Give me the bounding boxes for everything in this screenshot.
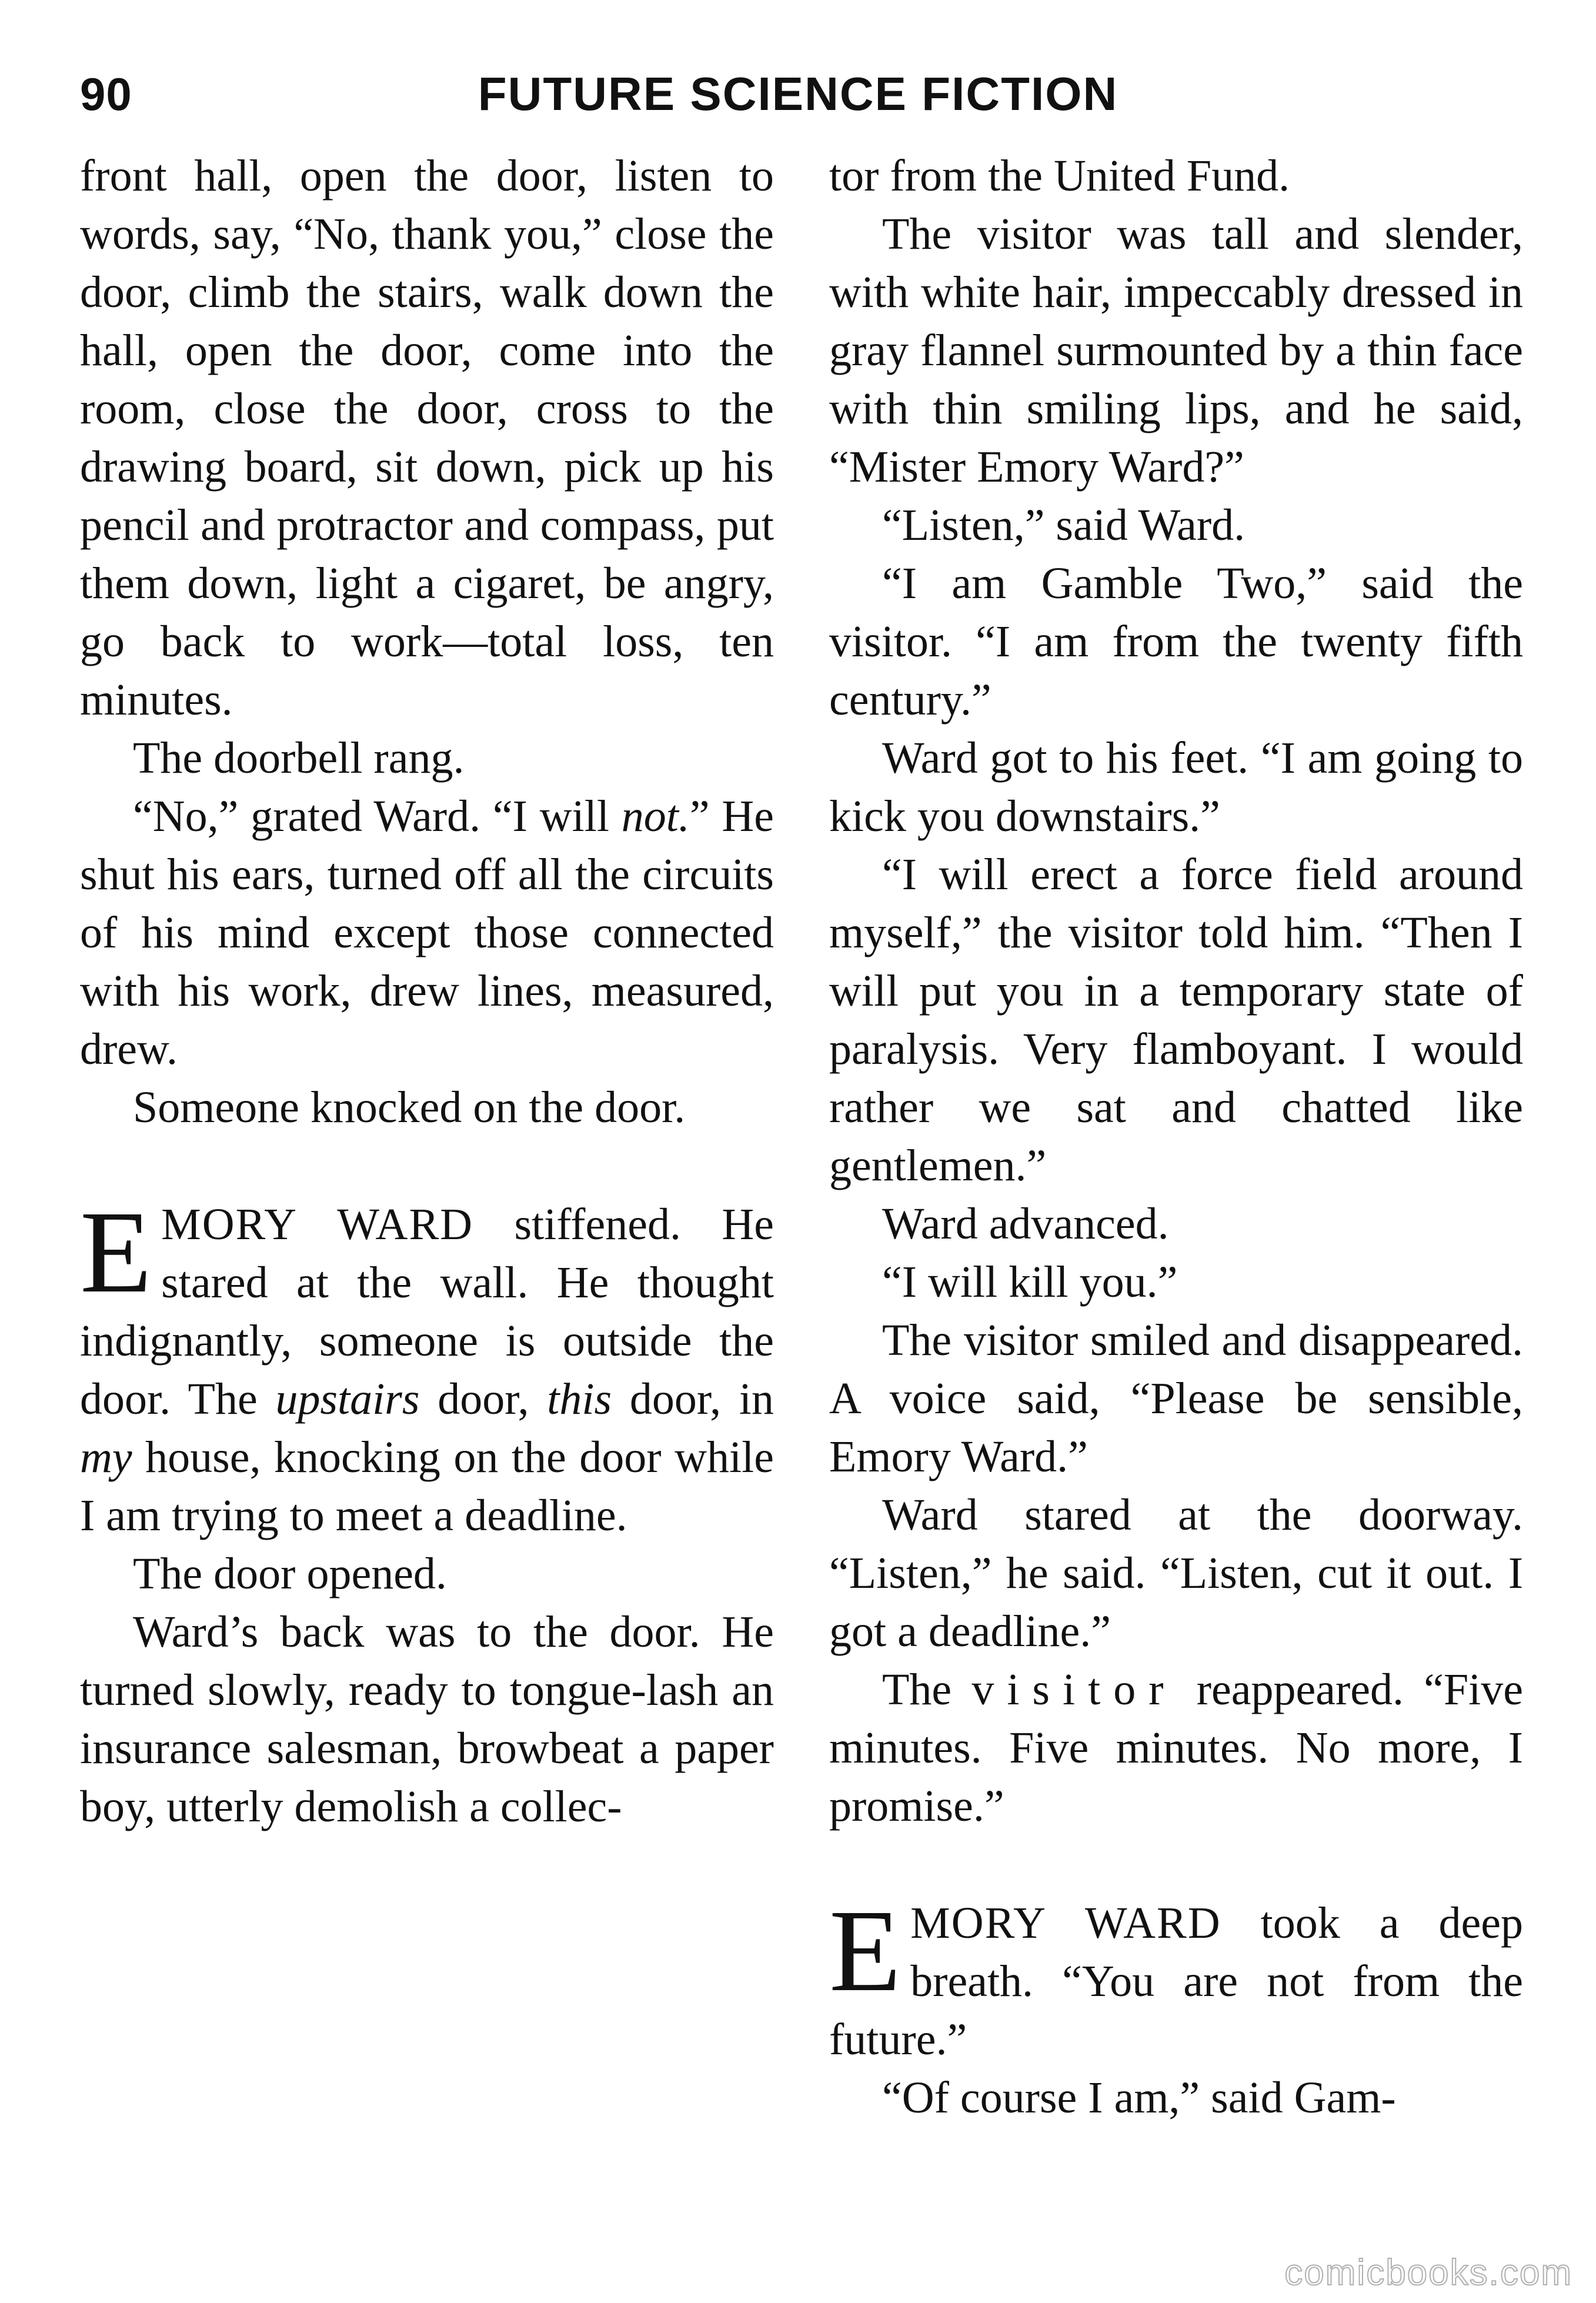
small-caps-text: MORY WARD	[910, 1898, 1221, 1948]
spaced-text: visitor	[971, 1665, 1177, 1714]
text-run: “No,” grated Ward. “I will	[133, 792, 622, 841]
emphasis-text: upstairs	[275, 1374, 420, 1424]
paragraph: Ward got to his feet. “I am going to kick you downstairs.”	[829, 733, 1523, 841]
paragraph: “I will erect a force field around myself,” the visitor told him. “Then I will put you in a temporary state of paralysis. Very flamboyant. I would rather we sat and chatted like gentlemen.”	[829, 850, 1523, 1190]
text-run: took a deep breath. “You are not from the future.”	[829, 1898, 1524, 2064]
emphasis-text: this	[547, 1374, 612, 1424]
small-caps-text: MORY WARD	[161, 1200, 474, 1249]
paragraph: The door opened.	[133, 1549, 447, 1598]
right-column	[829, 147, 1523, 2127]
emphasis-text: not.	[621, 792, 690, 841]
section-opening-paragraph	[829, 1886, 1524, 2069]
paragraph: Ward advanced.	[882, 1199, 1169, 1249]
section-break	[80, 1137, 774, 1196]
paragraph: The visitor smiled and disappeared. A voice said, “Please be sensible, Emory Ward.”	[829, 1316, 1523, 1481]
paragraph: Someone knocked on the door.	[133, 1083, 686, 1132]
paragraph: “Listen,” said Ward.	[882, 500, 1246, 550]
section-break	[829, 1835, 1523, 1894]
watermark: comicbooks.com	[1284, 2252, 1572, 2293]
text-run: stiffened. He stared at the wall. He thought indignantly, someone is outside the door. The	[80, 1200, 774, 1424]
emphasis-text: my	[80, 1433, 132, 1482]
paragraph: Ward stared at the doorway. “Listen,” he said. “Listen, cut it out. I got a deadline.”	[829, 1490, 1523, 1656]
running-title: FUTURE SCIENCE FICTION	[478, 68, 1118, 120]
paragraph: “I will kill you.”	[882, 1257, 1178, 1307]
paragraph: tor from the United Fund.	[829, 151, 1290, 201]
paragraph: front hall, open the door, listen to words, say, “No, thank you,” close the door, climb the stairs, walk down the hall, open the door, come into the room, close the door, cross to the drawing board, sit down, pick up his pencil and protractor and compass, put them down, light a cigaret, be angry, go back to work—total loss, ten minutes.	[80, 151, 774, 725]
paragraph: The visitor was tall and slender, with white hair, impeccably dressed in gray flannel surmounted by a thin face with thin smiling lips, and he said, “Mister Emory Ward?”	[829, 209, 1523, 492]
paragraph: “I am Gamble Two,” said the visitor. “I am from the twenty fifth century.”	[829, 559, 1523, 725]
section-opening-paragraph	[80, 1187, 774, 1545]
paragraph: The doorbell rang.	[133, 733, 465, 783]
text-run: ” He shut his ears, turned off all the circuits of his mind except those connected with his work, drew lines, measured, drew.	[80, 792, 774, 1074]
paragraph: “Of course I am,” said Gam-	[882, 2073, 1396, 2122]
left-column	[80, 147, 774, 1836]
drop-cap: E	[80, 1187, 152, 1317]
drop-cap: E	[829, 1886, 901, 2016]
text-run: door, in	[612, 1374, 774, 1424]
paragraph	[80, 787, 774, 1079]
text-run: house, knocking on the door while I am trying to meet a deadline.	[80, 1433, 774, 1540]
text-run: The	[882, 1665, 972, 1714]
paragraph	[829, 1661, 1523, 1835]
page-header	[0, 62, 1596, 126]
text-run: door,	[419, 1374, 547, 1424]
paragraph: Ward’s back was to the door. He turned slowly, ready to tongue-lash an insurance salesman, browbeat a paper boy, utterly demolish a collec-	[80, 1607, 774, 1831]
text-run: reappeared. “Five minutes. Five minutes. No more, I promise.”	[829, 1665, 1523, 1831]
page-number: 90	[80, 68, 132, 120]
